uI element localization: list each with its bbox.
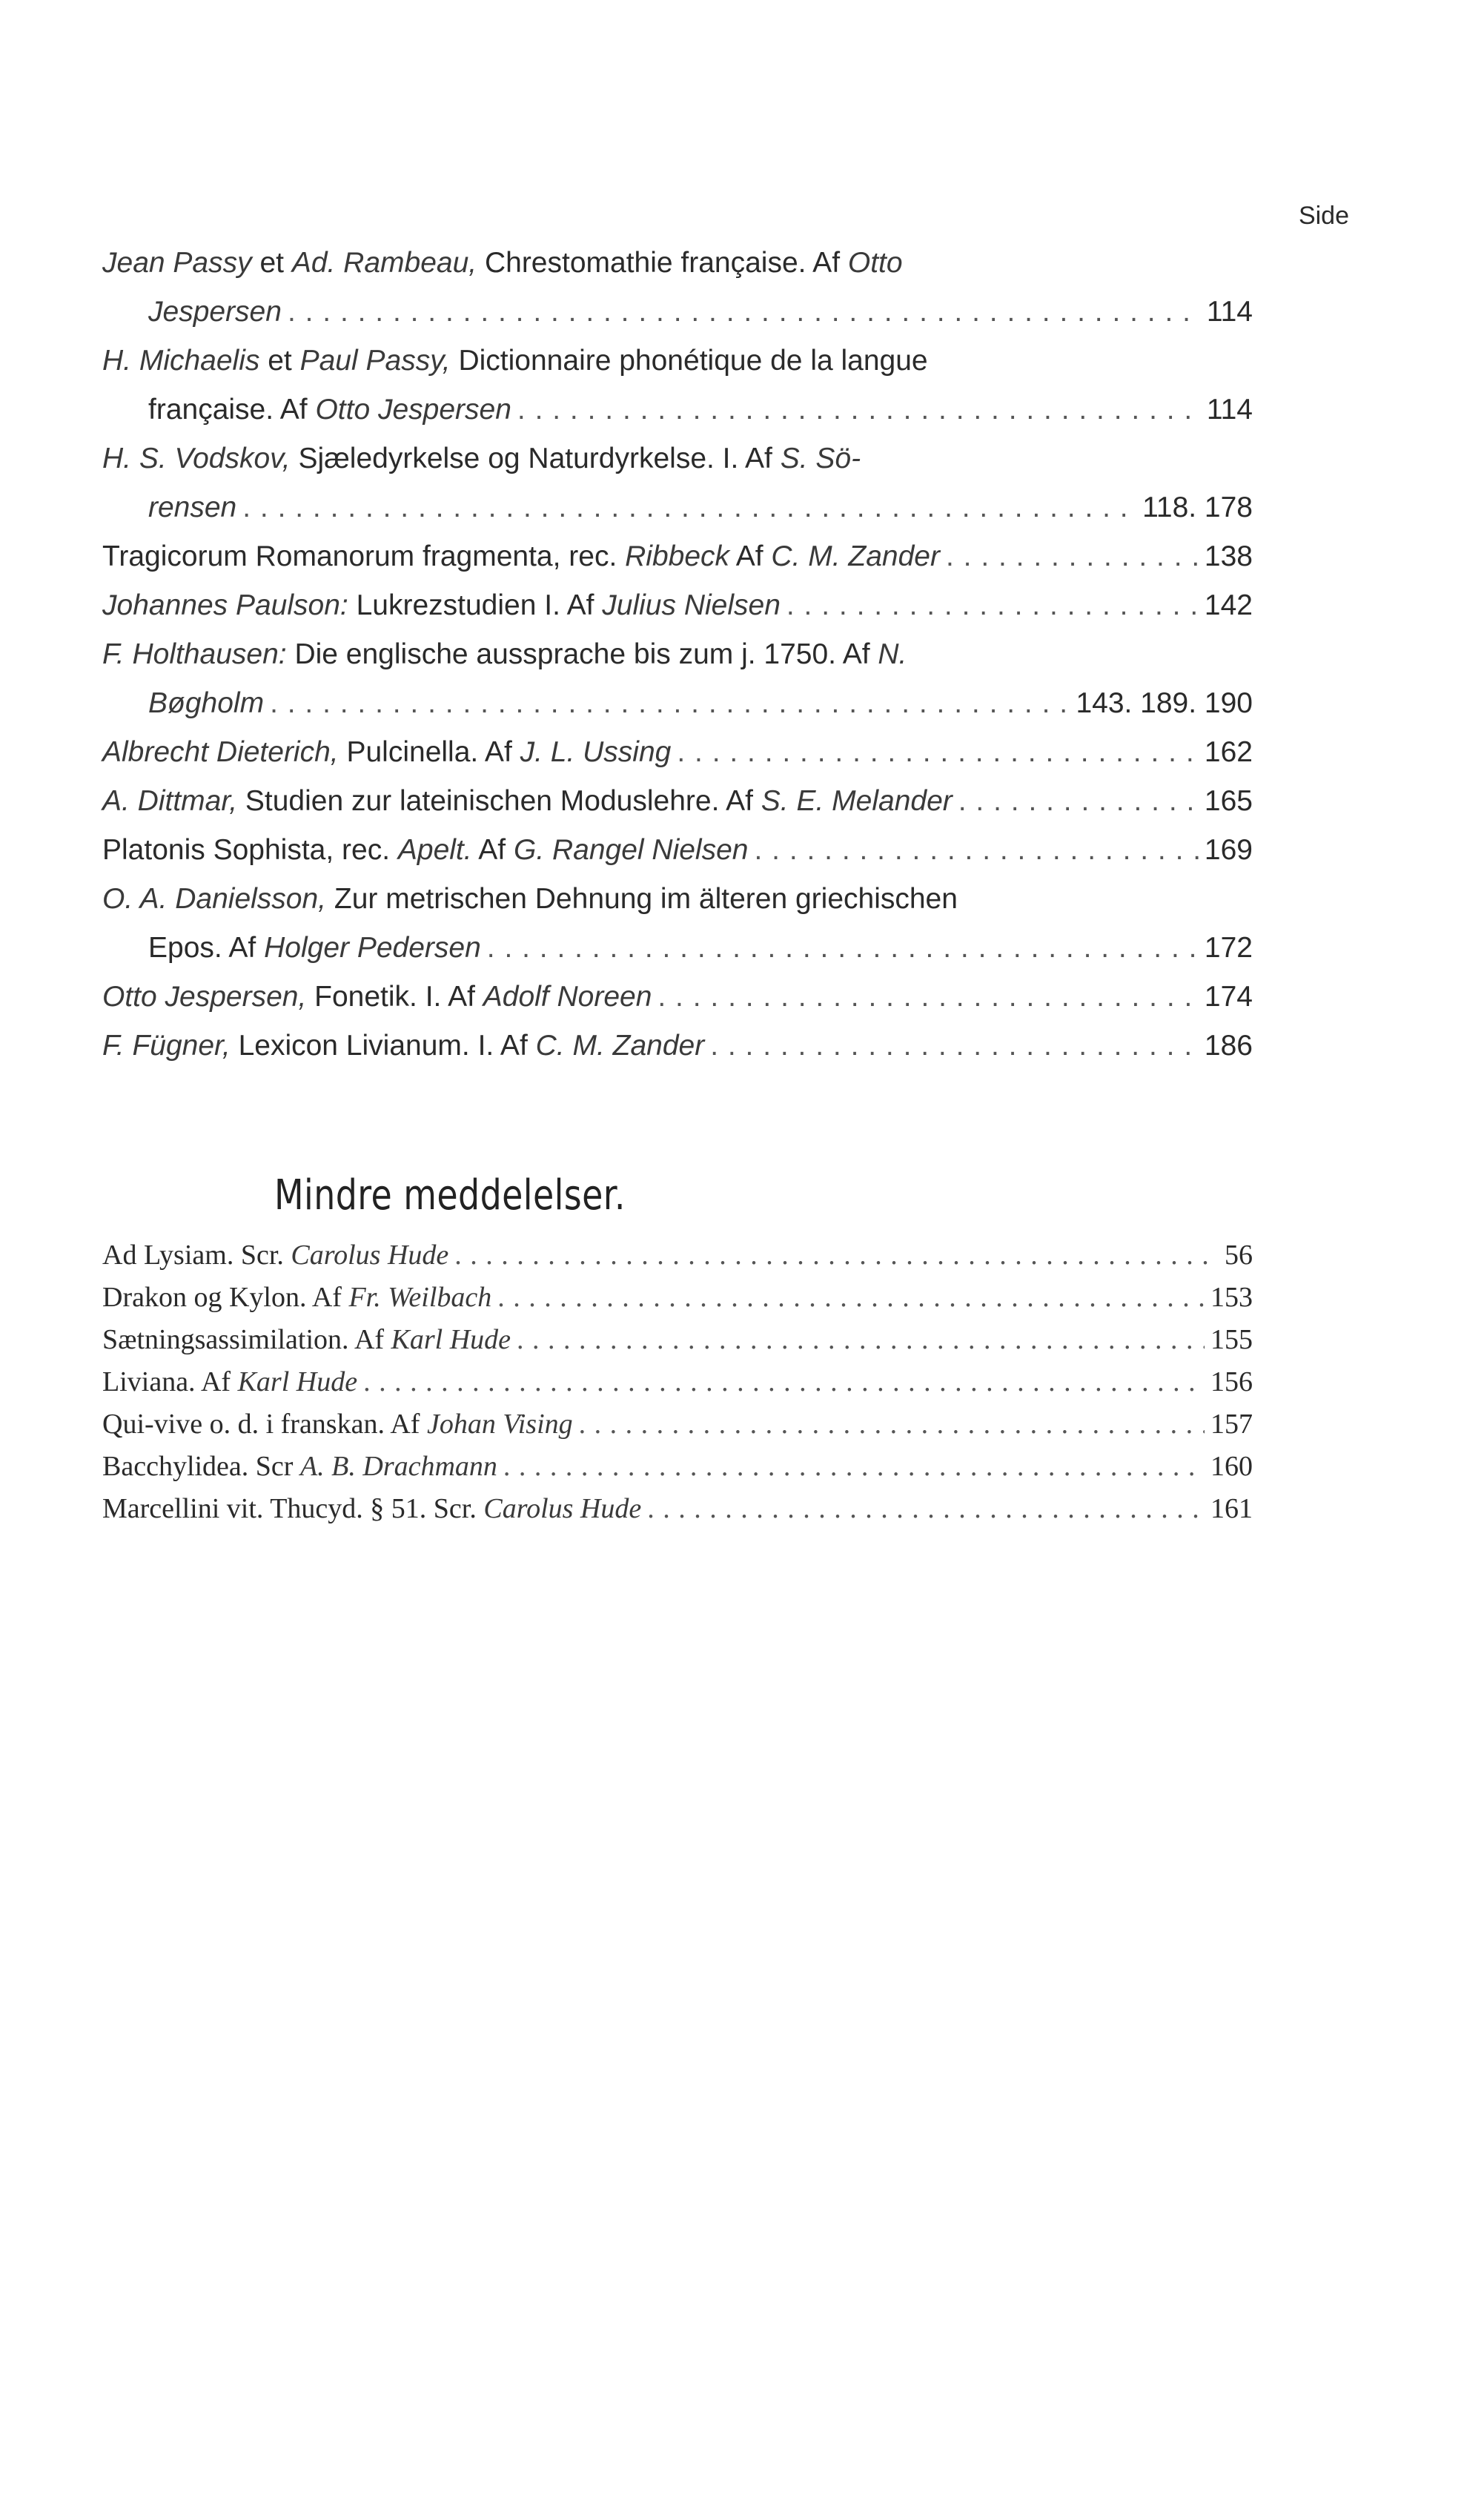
- entry-last-line: [102, 1488, 1253, 1530]
- name-text: Otto Jespersen: [315, 394, 511, 426]
- name-text: Johan Vising: [426, 1409, 573, 1440]
- toc-entry: [102, 1403, 1253, 1446]
- entry-text: Bacchylidea. Scr: [102, 1451, 300, 1482]
- mindre-meddelelser-list: [102, 1234, 1253, 1530]
- toc-entry: [102, 1488, 1253, 1530]
- dot-leader: [958, 777, 1199, 826]
- name-text: Adolf Noreen: [483, 981, 652, 1013]
- entry-text: Qui-vive o. d. i franskan. Af: [102, 1409, 427, 1440]
- dot-leader: [710, 1022, 1199, 1071]
- page-number: 114: [1206, 394, 1253, 426]
- page-number: 165: [1204, 785, 1253, 817]
- entry-text: française. Af: [148, 394, 316, 426]
- entry-text: Epos. Af: [148, 932, 265, 964]
- entry-last-line: [102, 679, 1253, 728]
- entry-last-line: [102, 1446, 1253, 1488]
- entry-last-line: [102, 581, 1253, 630]
- name-text: Albrecht Dieterich,: [102, 736, 339, 768]
- entry-text: Tragicorum Romanorum fragmenta, rec.: [102, 540, 626, 572]
- dot-leader: [363, 1361, 1205, 1403]
- name-text: Jespersen: [148, 296, 282, 328]
- entry-text: Zur metrischen Dehnung im älteren griechischen: [326, 883, 958, 915]
- dot-leader: [517, 1319, 1205, 1361]
- entry-text: Studien zur lateinischen Moduslehre. Af: [237, 785, 761, 817]
- dot-leader: [677, 728, 1199, 777]
- name-text: S. Sö-: [780, 443, 861, 474]
- entry-text: [102, 532, 940, 581]
- entry-text: Sætningsassimilation. Af: [102, 1324, 391, 1355]
- entry-text: Liviana. Af: [102, 1366, 238, 1397]
- entry-last-line: [102, 1022, 1253, 1071]
- entry-last-line: [102, 1234, 1253, 1277]
- name-text: A. B. Drachmann: [299, 1451, 497, 1482]
- toc-entry: [102, 728, 1253, 777]
- toc-entry: [102, 1234, 1253, 1277]
- entry-text: [102, 1234, 448, 1277]
- entry-text: Lukrezstudien I. Af: [348, 589, 603, 621]
- dot-leader: [647, 1488, 1205, 1530]
- page-number: 56: [1225, 1240, 1253, 1271]
- toc-entry: [102, 581, 1253, 630]
- name-text: Julius Nielsen: [602, 589, 781, 621]
- toc-entry: [102, 239, 1253, 337]
- name-text: Otto Jespersen,: [102, 981, 307, 1013]
- toc-entry: [102, 1361, 1253, 1403]
- entry-text: [102, 728, 671, 777]
- toc-entry: [102, 630, 1253, 728]
- entry-text: Chrestomathie française. Af: [477, 247, 848, 279]
- entry-last-line: [102, 288, 1253, 337]
- entry-text: Die englische aussprache bis zum j. 1750. Af: [286, 638, 878, 670]
- entry-text: Marcellini vit. Thucyd. § 51. Scr.: [102, 1493, 484, 1524]
- entry-last-line: [102, 1319, 1253, 1361]
- page-number: 118. 178: [1142, 492, 1253, 523]
- entry-text: [102, 581, 781, 630]
- entry-text: [148, 288, 282, 337]
- page-number: 186: [1204, 1030, 1253, 1062]
- name-text: Paul Passy,: [299, 345, 451, 377]
- name-text: Jean Passy: [102, 247, 252, 279]
- page-number: 161: [1210, 1493, 1253, 1524]
- entry-first-line: [102, 337, 1253, 386]
- dot-leader: [487, 924, 1199, 973]
- entry-first-line: [102, 875, 1253, 924]
- entry-last-line: [102, 826, 1253, 875]
- entry-text: [102, 1022, 704, 1071]
- name-text: Ribbeck: [625, 540, 730, 572]
- entry-last-line: [102, 483, 1253, 532]
- entry-last-line: [102, 1277, 1253, 1319]
- toc-entry: [102, 1277, 1253, 1319]
- entry-text: et: [259, 345, 300, 377]
- name-text: C. M. Zander: [771, 540, 940, 572]
- entry-last-line: [102, 532, 1253, 581]
- entry-text: Ad Lysiam. Scr.: [102, 1240, 291, 1271]
- entry-text: [102, 1319, 511, 1361]
- name-text: Ad. Rambeau,: [291, 247, 477, 279]
- name-text: F. Holthausen:: [102, 638, 287, 670]
- dot-leader: [242, 483, 1136, 532]
- entry-text: [102, 1446, 497, 1488]
- page-number: 157: [1210, 1409, 1253, 1440]
- entry-last-line: [102, 386, 1253, 434]
- entry-text: [148, 924, 481, 973]
- name-text: J. L. Ussing: [520, 736, 672, 768]
- toc-entry: [102, 1446, 1253, 1488]
- name-text: rensen: [148, 492, 237, 523]
- name-text: Bøgholm: [148, 687, 265, 719]
- page-number: 155: [1210, 1324, 1253, 1355]
- entry-text: Dictionnaire phonétique de la langue: [450, 345, 928, 377]
- entry-text: [102, 973, 652, 1022]
- entry-text: [148, 386, 511, 434]
- entry-text: Af: [729, 540, 772, 572]
- toc-entry: [102, 1022, 1253, 1071]
- name-text: Apelt.: [397, 834, 472, 866]
- entry-text: [102, 826, 748, 875]
- side-column-label: Side: [1298, 202, 1349, 230]
- entry-text: [102, 1403, 573, 1446]
- toc-entry: [102, 434, 1253, 532]
- entry-last-line: [102, 924, 1253, 973]
- section-heading: Mindre meddelelser.: [274, 1171, 626, 1220]
- name-text: Fr. Weilbach: [348, 1282, 492, 1313]
- name-text: Carolus Hude: [291, 1240, 449, 1271]
- entry-text: Af: [471, 834, 514, 866]
- page-number: 156: [1210, 1366, 1253, 1397]
- entry-first-line: [102, 434, 1253, 483]
- name-text: Karl Hude: [237, 1366, 358, 1397]
- toc-entry: [102, 1319, 1253, 1361]
- toc-entry: [102, 337, 1253, 434]
- toc-entry: [102, 532, 1253, 581]
- dot-leader: [754, 826, 1198, 875]
- dot-leader: [946, 532, 1199, 581]
- dot-leader: [786, 581, 1199, 630]
- name-text: N.: [878, 638, 907, 670]
- name-text: G. Rangel Nielsen: [513, 834, 749, 866]
- page-number: 153: [1210, 1282, 1253, 1313]
- entry-last-line: [102, 728, 1253, 777]
- entry-text: Lexicon Livianum. I. Af: [230, 1030, 536, 1062]
- entry-last-line: [102, 777, 1253, 826]
- name-text: F. Fügner,: [102, 1030, 231, 1062]
- entry-text: et: [251, 247, 292, 279]
- entry-last-line: [102, 1361, 1253, 1403]
- page-number: 138: [1204, 540, 1253, 572]
- entry-text: [102, 1488, 641, 1530]
- entry-text: Pulcinella. Af: [338, 736, 520, 768]
- name-text: S. E. Melander: [761, 785, 953, 817]
- dot-leader: [657, 973, 1199, 1022]
- entry-text: [148, 483, 236, 532]
- name-text: H. S. Vodskov,: [102, 443, 291, 474]
- toc-entry: [102, 826, 1253, 875]
- name-text: C. M. Zander: [535, 1030, 705, 1062]
- dot-leader: [503, 1446, 1205, 1488]
- page-number: 143. 189. 190: [1076, 687, 1253, 719]
- name-text: H. Michaelis: [102, 345, 260, 377]
- entry-text: [102, 1361, 357, 1403]
- toc-entry: [102, 973, 1253, 1022]
- page-number: 162: [1204, 736, 1253, 768]
- dot-leader: [517, 386, 1201, 434]
- entry-last-line: [102, 973, 1253, 1022]
- entry-text: Platonis Sophista, rec.: [102, 834, 398, 866]
- name-text: Johannes Paulson:: [102, 589, 348, 621]
- entry-text: [102, 1277, 491, 1319]
- name-text: O. A. Danielsson,: [102, 883, 327, 915]
- entry-text: [148, 679, 264, 728]
- page-number: 172: [1204, 932, 1253, 964]
- entry-first-line: [102, 239, 1253, 288]
- entry-text: Drakon og Kylon. Af: [102, 1282, 349, 1313]
- dot-leader: [497, 1277, 1205, 1319]
- toc-entry: [102, 875, 1253, 973]
- page-number: 160: [1210, 1451, 1253, 1482]
- dot-leader: [454, 1234, 1219, 1277]
- page-number: 114: [1206, 296, 1253, 328]
- page-number: 169: [1204, 834, 1253, 866]
- name-text: Carolus Hude: [483, 1493, 642, 1524]
- dot-leader: [579, 1403, 1205, 1446]
- name-text: Holger Pedersen: [264, 932, 481, 964]
- entry-text: Fonetik. I. Af: [306, 981, 483, 1013]
- name-text: Otto: [847, 247, 903, 279]
- name-text: Karl Hude: [391, 1324, 511, 1355]
- entry-first-line: [102, 630, 1253, 679]
- entry-text: [102, 777, 953, 826]
- entry-text: Sjæledyrkelse og Naturdyrkelse. I. Af: [290, 443, 781, 474]
- page-number: 174: [1204, 981, 1253, 1013]
- page-number: 142: [1204, 589, 1253, 621]
- toc-entry: [102, 777, 1253, 826]
- dot-leader: [270, 679, 1070, 728]
- contents-list: [102, 239, 1253, 1071]
- dot-leader: [288, 288, 1201, 337]
- name-text: A. Dittmar,: [102, 785, 238, 817]
- entry-last-line: [102, 1403, 1253, 1446]
